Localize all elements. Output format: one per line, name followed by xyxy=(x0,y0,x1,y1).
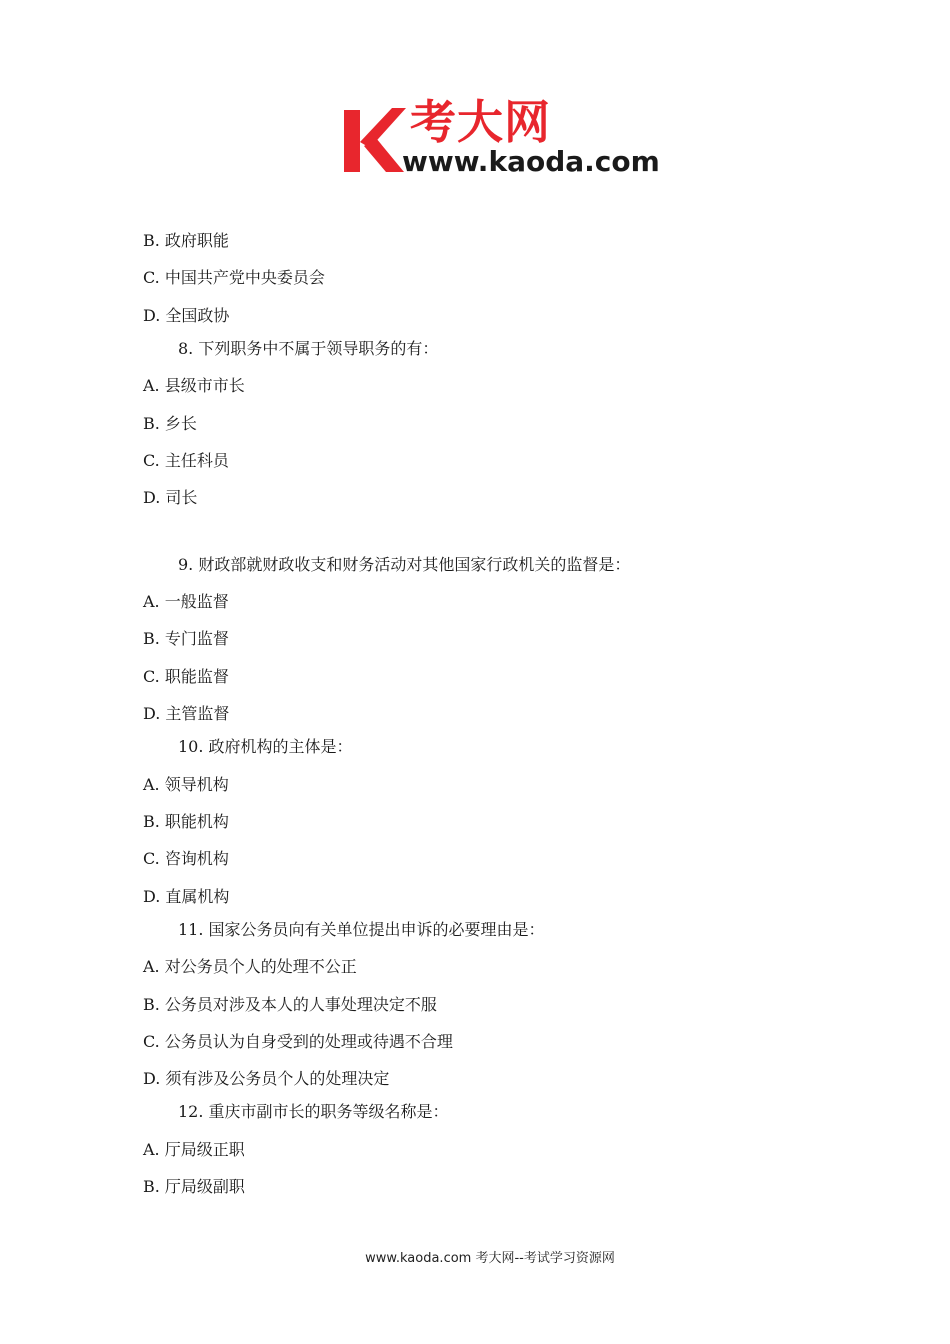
site-logo xyxy=(340,96,660,182)
logo-brand-text: 考大网 xyxy=(410,95,551,149)
option-line: A. 领导机构 xyxy=(143,775,229,794)
option-line: D. 司长 xyxy=(143,488,198,507)
option-line: C. 中国共产党中央委员会 xyxy=(143,268,325,287)
option-line: A. 县级市市长 xyxy=(143,376,245,395)
option-line: C. 咨询机构 xyxy=(143,849,229,868)
k-logo-icon xyxy=(340,102,408,174)
option-line: C. 职能监督 xyxy=(143,667,229,686)
option-line: B. 政府职能 xyxy=(143,231,229,250)
question-line: 10. 政府机构的主体是： xyxy=(178,737,353,756)
option-line: B. 厅局级副职 xyxy=(143,1177,245,1196)
option-line: D. 主管监督 xyxy=(143,704,230,723)
option-line: A. 一般监督 xyxy=(143,592,229,611)
footer-text: www.kaoda.com 考大网--考试学习资源网 xyxy=(365,1251,615,1266)
option-line: D. 直属机构 xyxy=(143,887,230,906)
option-line: D. 须有涉及公务员个人的处理决定 xyxy=(143,1069,390,1088)
option-line: B. 乡长 xyxy=(143,414,197,433)
option-line: A. 对公务员个人的处理不公正 xyxy=(143,957,357,976)
option-line: B. 公务员对涉及本人的人事处理决定不服 xyxy=(143,995,437,1014)
question-line: 11. 国家公务员向有关单位提出申诉的必要理由是： xyxy=(178,920,545,939)
option-line: D. 全国政协 xyxy=(143,306,230,325)
option-line: B. 职能机构 xyxy=(143,812,229,831)
option-line: C. 公务员认为自身受到的处理或待遇不合理 xyxy=(143,1032,453,1051)
option-line: B. 专门监督 xyxy=(143,629,229,648)
option-line: A. 厅局级正职 xyxy=(143,1140,245,1159)
question-line: 8. 下列职务中不属于领导职务的有： xyxy=(178,339,439,358)
question-line: 12. 重庆市副市长的职务等级名称是： xyxy=(178,1102,449,1121)
option-line: C. 主任科员 xyxy=(143,451,229,470)
question-line: 9. 财政部就财政收支和财务活动对其他国家行政机关的监督是： xyxy=(178,555,631,574)
logo-url-text: www.kaoda.com xyxy=(402,145,660,178)
